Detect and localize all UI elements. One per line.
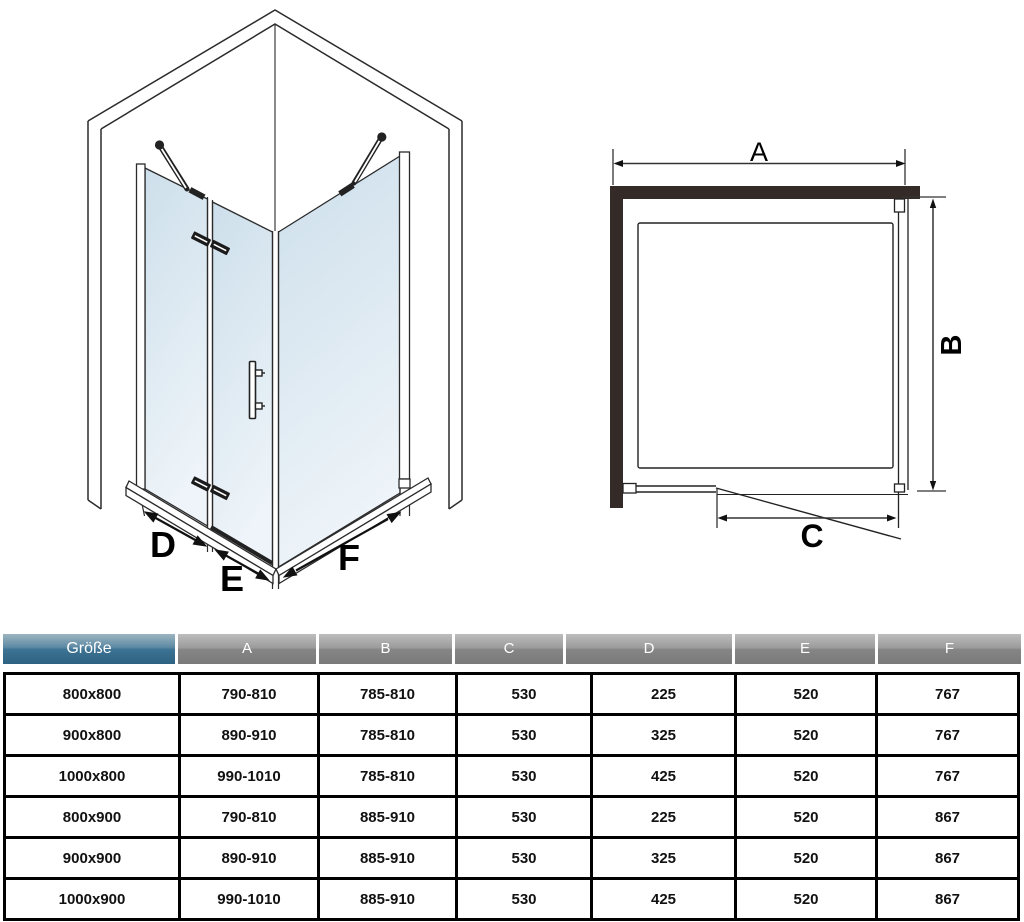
dimension-cell: 530	[457, 797, 592, 838]
table-row	[5, 674, 1019, 715]
column-header: F	[878, 634, 1021, 664]
dimension-cell: 530	[457, 674, 592, 715]
dimension-cell: 225	[592, 674, 736, 715]
side-panel-plan	[895, 199, 909, 528]
dimension-cell: 767	[877, 674, 1019, 715]
hinged-door-glass	[213, 202, 273, 565]
dim-label-b: B	[936, 334, 968, 356]
dimension-cell: 520	[736, 756, 877, 797]
dimension-cell: 867	[877, 879, 1019, 920]
dimension-cell: 790-810	[180, 674, 319, 715]
column-header: C	[455, 634, 563, 664]
dimension-cell: 885-910	[319, 797, 457, 838]
bar-wall-mount-icon	[377, 132, 386, 141]
size-cell: 1000x800	[5, 756, 180, 797]
size-cell: 800x900	[5, 797, 180, 838]
size-cell: 900x800	[5, 715, 180, 756]
dimension-cell: 520	[736, 797, 877, 838]
dimension-cell: 785-810	[319, 715, 457, 756]
column-header: A	[178, 634, 316, 664]
perspective-diagram	[0, 0, 560, 632]
dimension-cell: 790-810	[180, 797, 319, 838]
dimension-cell: 867	[877, 838, 1019, 879]
size-cell: 800x800	[5, 674, 180, 715]
dimension-cell: 867	[877, 797, 1019, 838]
dimension-cell: 520	[736, 674, 877, 715]
dimension-cell: 225	[592, 797, 736, 838]
dimension-cell: 785-810	[319, 674, 457, 715]
dim-label-f: F	[338, 537, 360, 578]
dimension-cell: 990-1010	[180, 879, 319, 920]
dimension-cell: 530	[457, 838, 592, 879]
dimension-cell: 325	[592, 838, 736, 879]
dimension-cell: 890-910	[180, 838, 319, 879]
table-row	[5, 715, 1019, 756]
dimension-cell: 885-910	[319, 838, 457, 879]
dimension-cell: 785-810	[319, 756, 457, 797]
shower-tray-outline	[638, 223, 893, 468]
front-fixed-panel-plan	[623, 484, 716, 494]
dimension-cell: 530	[457, 879, 592, 920]
table-row	[5, 756, 1019, 797]
dimension-cell: 425	[592, 756, 736, 797]
size-cell: 1000x900	[5, 879, 180, 920]
right-wall-profile	[400, 152, 410, 479]
dimension-cell: 530	[457, 756, 592, 797]
dimension-cell: 767	[877, 756, 1019, 797]
column-header: E	[735, 634, 875, 664]
dim-label-d: D	[150, 524, 176, 565]
dimension-cell: 767	[877, 715, 1019, 756]
dimension-cell: 530	[457, 715, 592, 756]
bar-wall-mount-icon	[155, 140, 164, 149]
plan-walls	[610, 186, 920, 508]
dimension-cell: 325	[592, 715, 736, 756]
size-cell: 900x900	[5, 838, 180, 879]
dimension-cell: 885-910	[319, 879, 457, 920]
column-header: B	[319, 634, 452, 664]
dimension-cell: 520	[736, 715, 877, 756]
fixed-side-panel-glass	[145, 168, 208, 526]
dimension-cell: 990-1010	[180, 756, 319, 797]
size-table-header	[3, 634, 1021, 664]
size-table-body	[5, 674, 1019, 920]
left-wall	[610, 186, 623, 508]
dimension-cell: 890-910	[180, 715, 319, 756]
dimension-cell: 425	[592, 879, 736, 920]
dimension-cell: 520	[736, 879, 877, 920]
table-row	[5, 797, 1019, 838]
dim-label-c: C	[800, 518, 824, 554]
column-header: Größe	[3, 634, 175, 664]
top-wall	[610, 186, 920, 199]
table-row	[5, 838, 1019, 879]
column-header: D	[566, 634, 732, 664]
size-table	[3, 672, 1020, 921]
dim-label-a: A	[749, 137, 769, 167]
table-row	[5, 879, 1019, 920]
dimension-cell: 520	[736, 838, 877, 879]
left-wall-profile	[137, 164, 146, 489]
dim-label-e: E	[219, 558, 245, 599]
plan-diagram	[560, 0, 1024, 632]
